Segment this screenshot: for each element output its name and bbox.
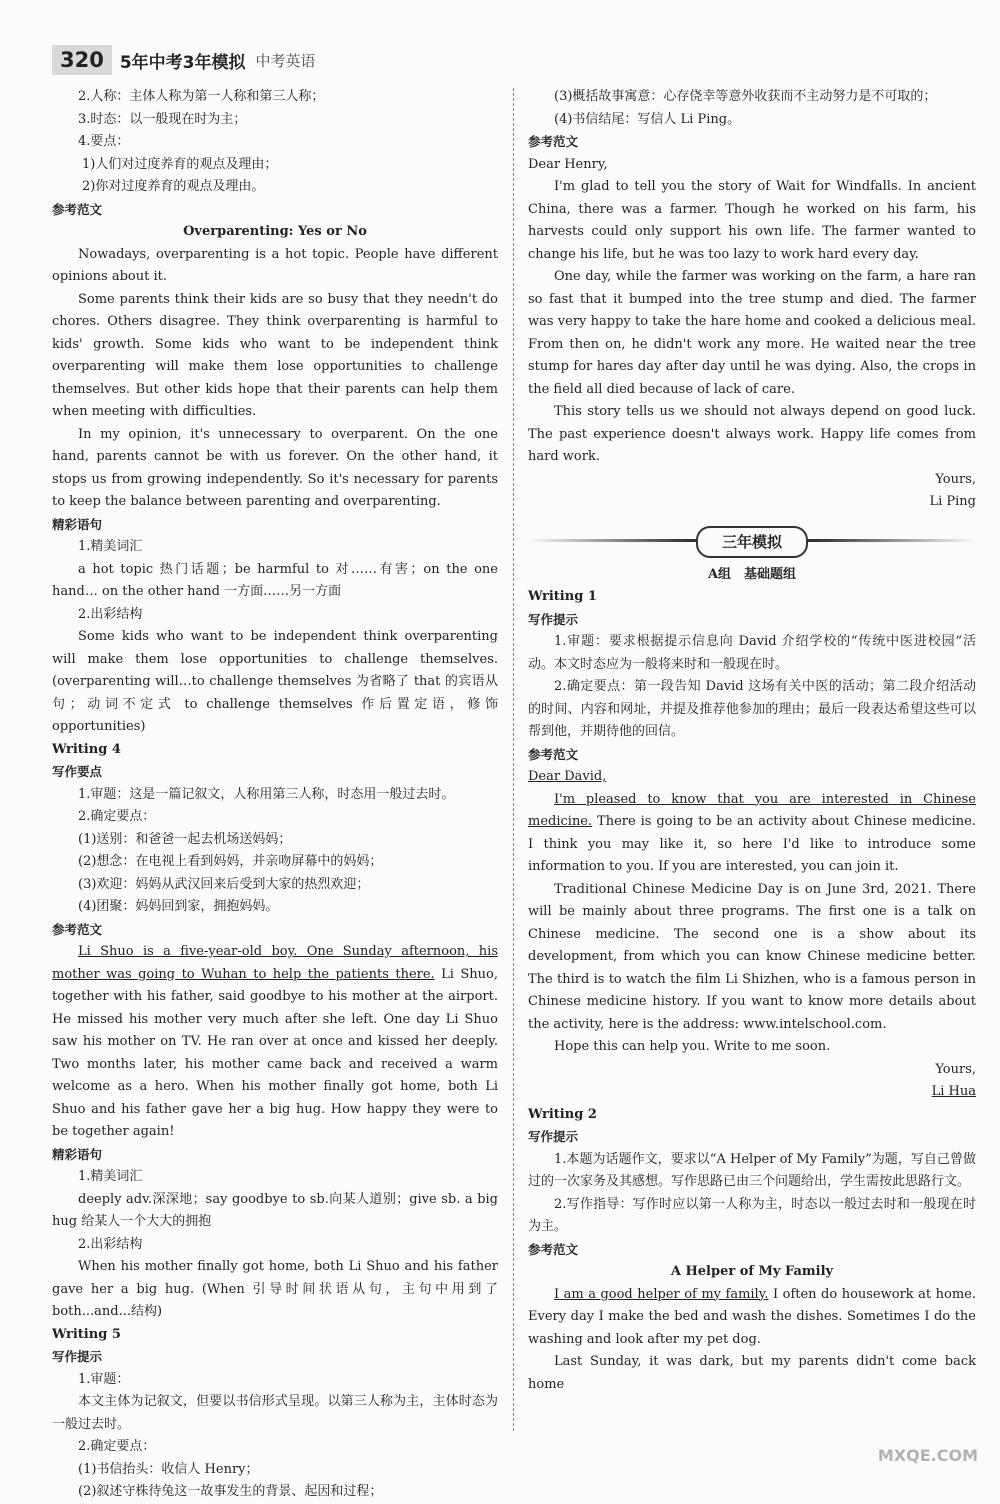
right-column <box>528 86 976 1396</box>
letter-paragraph: One day, while the farmer was working on the farm, a hare ran so fast that it bumped into the tree stump and died. The farmer was very happy to take the hare home and cooked a delicious meal. From then on, he didn't work any more. He waited near the tree stump for hares day after day until he was dying. Also, the crops in the field all died because of lack of care. <box>528 269 976 397</box>
column-divider <box>513 88 514 1431</box>
letter-closing: Yours, <box>935 1061 976 1077</box>
point-line: 3.时态：以一般现在时为主； <box>78 111 247 127</box>
point-line: (4)书信结尾：写信人 Li Ping。 <box>554 111 741 127</box>
point-line: 2.人称：主体人称为第一人称和第三人称； <box>78 89 325 104</box>
subsection-label: 1.精美词汇 <box>78 539 143 554</box>
section-label: 参考范文 <box>52 201 103 217</box>
letter-paragraph: Hope this can help you. Write to me soon. <box>554 1039 831 1054</box>
letter-greeting: Dear Henry, <box>528 156 608 172</box>
vocab-text: deeply adv.深深地；say goodbye to sb.向某人道别；give sb. a big hug 给某人一个大大的拥抱 <box>52 1191 498 1229</box>
group-title: A组 基础题组 <box>707 566 797 582</box>
section-banner <box>528 522 976 562</box>
underlined-sentence: I'm pleased to know that you are interested in Chinese medicine. <box>528 791 976 829</box>
section-label: 参考范文 <box>52 921 103 937</box>
section-label: 参考范文 <box>528 746 579 762</box>
vocab-text: a hot topic 热门话题；be harmful to 对……有害；on the one hand… on the other hand 一方面……另一方面 <box>52 561 498 599</box>
point-line: 1)人们对过度养育的观点及理由； <box>82 156 278 172</box>
letter-closing: Yours, <box>935 471 976 487</box>
point-line: 1.审题： <box>78 1371 130 1387</box>
point-line: (1)送别：和爸爸一起去机场送妈妈； <box>78 831 292 847</box>
point-line: 本文主体为记叙文，但要以书信形式呈现。以第三人称为主，主体时态为一般过去时。 <box>52 1394 498 1432</box>
letter-paragraph: This story tells us we should not always depend on good luck. The past experience doesn't always work. Happy life comes from hard work. <box>528 404 976 464</box>
section-label: 写作要点 <box>52 764 103 779</box>
subsection-label: 2.出彩结构 <box>78 606 143 622</box>
point-line: (3)欢迎：妈妈从武汉回来后受到大家的热烈欢迎； <box>78 876 370 892</box>
structure-text: Some kids who want to be independent think overparenting will make them lose opportunities to challenge themselves. (overparenting will…to challenge themselves 为省略了 that 的宾语从句；动词不定式 to challenge themselves 作后置定语，修饰 opportunities) <box>52 629 498 734</box>
tip-line: 2.写作指导：写作时应以第一人称为主，时态以一般过去时和一般现在时为主。 <box>528 1196 976 1234</box>
tip-line: 1.本题为话题作文，要求以“A Helper of My Family”为题，写自己曾做过的一次家务及其感想。写作思路已由三个问题给出，学生需按此思路行文。 <box>528 1151 976 1189</box>
banner-label: 三年模拟 <box>696 526 808 559</box>
section-label: 写作提示 <box>528 611 579 627</box>
letter-signature: Li Hua <box>931 1084 976 1099</box>
letter-paragraph: I'm glad to tell you the story of Wait for Windfalls. In ancient China, there was a farmer. Though he worked on his farm, his harvests could only support his own life. The farmer wanted to change his life, but he was too lazy to work hard every day. <box>528 179 976 262</box>
essay-text: I often do housework at home. Every day I make the bed and wash the dishes. Sometimes I do the washing and look after my pet dog. <box>528 1286 976 1347</box>
left-column <box>52 86 498 1504</box>
structure-text: When his mother finally got home, both Li Shuo and his father gave her a big hug. (When 引导时间状语从句，主句中用到了 both...and...结构) <box>52 1259 498 1319</box>
point-line: (3)概括故事寓意：心存侥幸等意外收获而不主动努力是不可取的； <box>554 89 937 104</box>
section-label: 精彩语句 <box>52 516 103 532</box>
book-title: 5年中考3年模拟 <box>119 52 246 73</box>
writing-title: Writing 2 <box>528 1106 597 1122</box>
essay-title: A Helper of My Family <box>670 1264 834 1279</box>
point-line: 2.确定要点： <box>78 809 156 824</box>
essay-title: Overparenting: Yes or No <box>183 224 367 239</box>
section-label: 写作提示 <box>528 1129 579 1144</box>
letter-text: There is going to be an activity about Chinese medicine. I think you may like it, so here I'd like to introduce some information to you. If you are interested, you can join it. <box>528 814 976 874</box>
writing-title: Writing 5 <box>52 1326 121 1342</box>
point-line: 1.审题：这是一篇记叙文，人称用第三人称，时态用一般过去时。 <box>78 786 455 802</box>
page-header <box>52 44 316 76</box>
writing-title: Writing 4 <box>52 741 121 757</box>
point-line: 2.确定要点： <box>78 1439 156 1454</box>
section-label: 参考范文 <box>528 134 579 149</box>
point-line: (1)书信抬头：收信人 Henry； <box>78 1461 259 1477</box>
subsection-label: 2.出彩结构 <box>78 1236 143 1252</box>
point-line: (2)叙述守株待兔这一故事发生的背景、起因和过程； <box>78 1484 383 1499</box>
watermark-logo: MXQE.COM <box>877 1446 978 1465</box>
point-line: 4.要点： <box>78 134 130 149</box>
page-number: 320 <box>52 45 112 75</box>
essay-paragraph: In my opinion, it's unnecessary to overparent. On the one hand, parents cannot be with us forever. On the other hand, it stops us from growing independently. So it's necessary for parents to keep the balance between parenting and overparenting. <box>52 426 498 509</box>
letter-greeting: Dear David, <box>528 769 607 784</box>
essay-text: Li Shuo, together with his father, said goodbye to his mother at the airport. He missed his mother very much after she left. One day Li Shuo saw his mother on TV. He ran over at once and kissed her deeply. Two months later, his mother came back and received a warm welcome as a hero. When his mother finally got home, both Li Shuo and his father gave her a big hug. How happy they were to be together again! <box>52 966 498 1139</box>
point-line: 2)你对过度养育的观点及理由。 <box>82 179 265 194</box>
tip-line: 1.审题：要求根据提示信息向 David 介绍学校的“传统中医进校园”活动。本文时态应为一般将来时和一般现在时。 <box>528 634 976 672</box>
underlined-sentence: Li Shuo is a five-year-old boy. One Sunday afternoon, his mother was going to Wuhan to help the patients there. <box>52 944 498 982</box>
underlined-sentence: I am a good helper of my family. <box>554 1286 769 1302</box>
essay-paragraph: Last Sunday, it was dark, but my parents didn't come back home <box>528 1354 976 1392</box>
essay-paragraph: Some parents think their kids are so busy that they needn't do chores. Others disagree. They think overparenting is harmful to kids' growth. Some kids who want to be independent think overparenting will make them lose opportunities to challenge themselves. But other kids hope that their parents can help them when meeting with difficulties. <box>52 291 498 419</box>
subsection-label: 1.精美词汇 <box>78 1169 143 1184</box>
essay-paragraph <box>52 941 498 1144</box>
letter-signature: Li Ping <box>929 494 976 509</box>
section-label: 精彩语句 <box>52 1146 103 1162</box>
subject-label: 中考英语 <box>255 51 316 70</box>
section-label: 写作提示 <box>52 1349 103 1364</box>
point-line: (2)想念：在电视上看到妈妈，并亲吻屏幕中的妈妈； <box>78 854 383 869</box>
letter-paragraph: Traditional Chinese Medicine Day is on June 3rd, 2021. There will be mainly about three programs. The first one is a talk on Chinese medicine. The second one is a show about its development, from which you can know Chinese medicine better. The third is to watch the film Li Shizhen, who is a famous person in Chinese medicine history. If you want to know more details about the activity, here is the address: www.intelschool.com. <box>528 881 976 1032</box>
essay-paragraph: Nowadays, overparenting is a hot topic. People have different opinions about it. <box>52 246 498 284</box>
tip-line: 2.确定要点：第一段告知 David 这场有关中医的活动；第二段介绍活动的时间、内容和网址，并提及推荐他参加的理由；最后一段表达希望这些可以帮到他，并期待他的回信。 <box>528 679 976 739</box>
point-line: (4)团聚：妈妈回到家，拥抱妈妈。 <box>78 899 279 914</box>
letter-paragraph <box>528 789 976 879</box>
writing-title: Writing 1 <box>528 589 597 604</box>
essay-paragraph <box>528 1284 976 1352</box>
section-label: 参考范文 <box>528 1241 579 1257</box>
